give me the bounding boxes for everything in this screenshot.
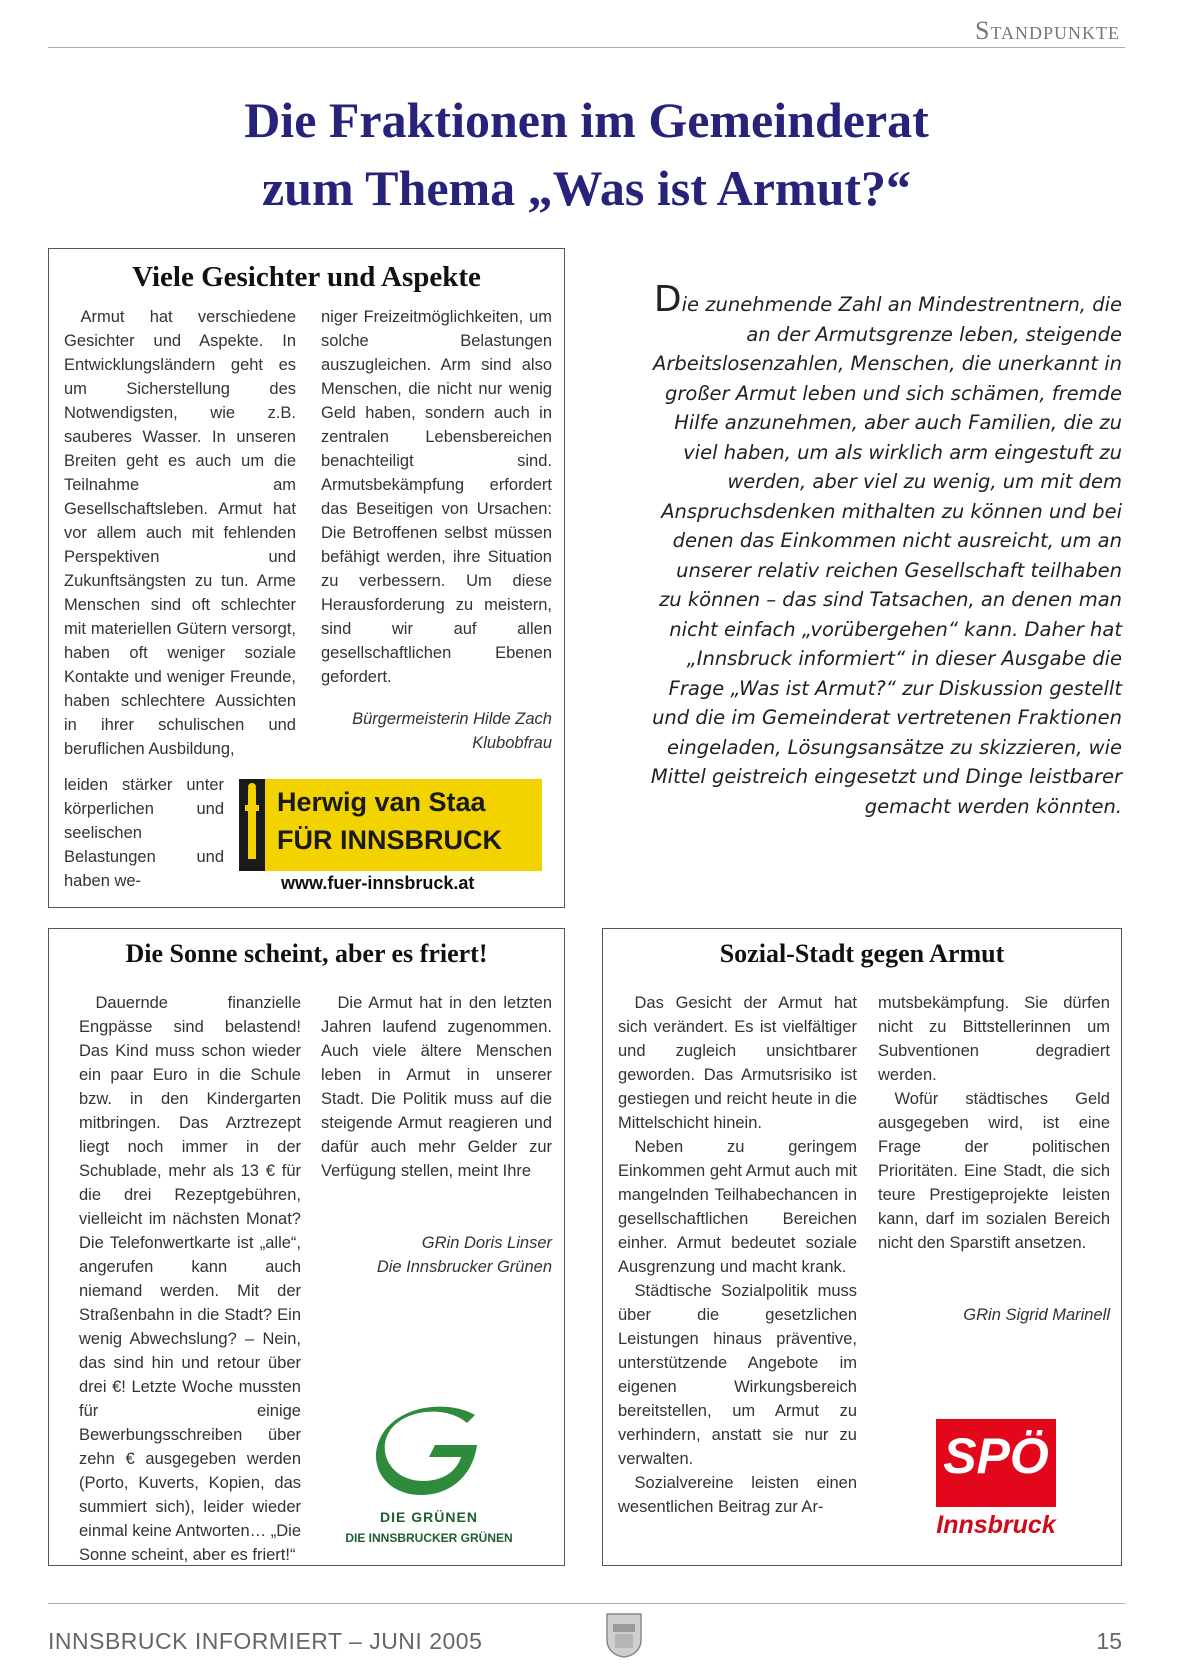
article-title: Sozial-Stadt gegen Armut bbox=[719, 939, 1005, 968]
article-column-1-tail: leiden stärker unter körperlichen und seelischen Belastungen und haben we- bbox=[64, 776, 224, 890]
author-signature bbox=[321, 707, 552, 755]
article-paragraph: Das Gesicht der Armut hat sich verändert. Es ist vielfältiger und zugleich unsichtbarer geworden. Das Armutsrisiko ist gestiegen und reicht heute in die Mittelschicht hinein. bbox=[618, 994, 857, 1132]
spoe-logo bbox=[936, 1419, 1056, 1507]
logo-line-1: Herwig van Staa bbox=[277, 787, 486, 817]
spoe-logo-city: Innsbruck bbox=[936, 1511, 1056, 1539]
tower-figure-icon bbox=[239, 779, 265, 871]
author-name: GRin Doris Linser bbox=[421, 1234, 552, 1252]
intro-text: ie zunehmende Zahl an Mindestrentnern, die an der Armutsgrenze leben, steigende Arbeitslosenzahlen, Menschen, die unerkannt in großer Armut leben und sich schämen, fremde Hilfe anzunehmen, aber auch Familien, die zu viel haben, um als wirklich arm eingestuft zu werden, aber viel zu wenig, um mit dem Anspruchsdenken mithalten zu können und bei denen das Einkommen nicht ausreicht, um an unserer relativ reichen Gesellschaft teilhaben zu können – das sind Tatsachen, an denen man nicht einfach „vorübergehen“ kann. Daher hat „Innsbruck informiert“ in dieser Ausgabe die Frage „Was ist Armut?“ zur Diskussion gestellt und die im Gemeinderat vertretenen Fraktionen eingeladen, Lösungsansätze zu skizzieren, wie Mittel geistreich eingesetzt und Dinge leistbarer gemacht werden könnten. bbox=[650, 293, 1122, 818]
city-crest-icon-svg bbox=[605, 1612, 643, 1658]
article-box-marinell bbox=[602, 928, 1122, 1566]
logo-subtitle: DIE INNSBRUCKER GRÜNEN bbox=[345, 1531, 513, 1545]
article-text: Armut hat verschiedene Gesichter und Aspekte. In Entwicklungsländern geht es um Sicherstellung des Notwendigsten, wie z.B. sauberes Wasser. In unseren Breiten geht es auch um die Teilnahme am Gesellschaftsleben. Armut hat vor allem auch mit fehlenden Perspektiven und Zukunftsängsten zu tun. Arme Menschen sind oft schlechter mit materiellen Gütern versorgt, haben oft weniger soziale Kontakte und weniger Freunde, haben schlechtere Aussichten in ihrer schulischen und beruflichen Ausbildung, bbox=[64, 308, 296, 758]
article-title: Viele Gesichter und Aspekte bbox=[132, 261, 481, 293]
article-text: Dauernde finanzielle Engpässe sind belastend! Das Kind muss schon wieder ein paar Euro in die Schule bzw. in den Kindergarten mitbringen. Das Arztrezept liegt noch immer in der Schublade, mehr als 13 € für die drei Rezeptgebühren, vielleicht im nächsten Monat? Die Telefonwertkarte ist „alle“, angerufen kann auch niemand werden. Mit der Straßenbahn in die Stadt? Ein wenig Abwechslung? – Nein, das sind hin und retour über drei €! Letzte Woche mussten für einige Bewerbungsschreiben über zehn € ausgegeben werden (Porto, Kuverts, Kopien, das summiert sich), leider wieder einmal keine Antworten… „Die Sonne scheint, aber es friert!“ bbox=[79, 994, 301, 1564]
article-column-2 bbox=[321, 991, 552, 1183]
article-box-linser bbox=[48, 928, 565, 1566]
headline-line-1: Die Fraktionen im Gemeinderat bbox=[244, 92, 929, 148]
article-paragraph: Wofür städtisches Geld ausgegeben wird, ist eine Frage der politischen Prioritäten. Eine Stadt, die sich teure Prestigeprojekte leisten kann, darf im sozialen Bereich nicht den Sparstift ansetzen. bbox=[878, 1090, 1110, 1252]
article-column-2 bbox=[878, 991, 1110, 1255]
article-paragraph: mutsbekämpfung. Sie dürfen nicht zu Bittstellerinnen um Subventionen degradiert werden. bbox=[878, 994, 1110, 1084]
article-paragraph: Städtische Sozialpolitik muss über die gesetzlichen Leistungen hinaus präventive, unterstützende Angebote im eigenen Wirkungsbereich bereitstellen, um Armut zu verhindern, anstatt sie nur zu verwalten. bbox=[618, 1282, 857, 1468]
author-name: Bürgermeisterin Hilde Zach bbox=[352, 710, 552, 728]
article-title: Die Sonne scheint, aber es friert! bbox=[125, 939, 488, 968]
article-paragraph: Sozialvereine leisten einen wesentlichen Beitrag zur Ar- bbox=[618, 1474, 857, 1516]
intro-paragraph bbox=[650, 279, 1122, 821]
logo-name: DIE GRÜNEN bbox=[380, 1509, 478, 1525]
logo-line-2: FÜR INNSBRUCK bbox=[277, 825, 502, 855]
author-name: GRin Sigrid Marinell bbox=[963, 1306, 1110, 1324]
article-text: Die Armut hat in den letzten Jahren laufend zugenommen. Auch viele ältere Menschen leben in Armut in unserer Stadt. Die Politik muss auf die steigende Armut reagieren und dafür auch mehr Gelder zur Verfügung stellen, meint Ihre bbox=[321, 994, 552, 1180]
author-role: Die Innsbrucker Grünen bbox=[376, 1258, 552, 1276]
die-gruenen-logo bbox=[339, 1401, 519, 1551]
author-role: Klubobfrau bbox=[472, 734, 552, 752]
article-text: niger Freizeitmöglichkeiten, um solche Belastungen auszugleichen. Arm sind also Menschen, die nicht nur wenig Geld haben, sondern auch in zentralen Lebensbereichen benachteiligt sind. Armutsbekämpfung erfordert das Beseitigen von Ursachen: Die Betroffenen selbst müssen befähigt werden, ihre Situation zu verbessern. Um diese Herausforderung zu meistern, sind wir auf allen gesellschaftlichen Ebenen gefordert. bbox=[321, 308, 552, 686]
article-paragraph: Neben zu geringem Einkommen geht Armut auch mit mangelnden Teilhabechancen in gesellschaftlichen Bereichen einher. Armut bedeutet soziale Ausgrenzung und macht krank. bbox=[618, 1138, 857, 1276]
logo-url: www.fuer-innsbruck.at bbox=[281, 873, 475, 893]
article-column-2 bbox=[321, 305, 552, 689]
page-number: 15 bbox=[1096, 1628, 1122, 1654]
page-headline bbox=[48, 86, 1125, 222]
gruene-g-icon bbox=[369, 1401, 489, 1501]
headline-line-2: zum Thema „Was ist Armut?“ bbox=[261, 160, 912, 216]
footer-rule bbox=[48, 1603, 1125, 1604]
publication-title: INNSBRUCK INFORMIERT – JUNI 2005 bbox=[48, 1628, 483, 1654]
article-box-zach bbox=[48, 248, 565, 908]
spoe-logo-text: SPÖ bbox=[943, 1428, 1049, 1484]
author-signature bbox=[321, 1231, 552, 1279]
article-column-1 bbox=[79, 991, 301, 1567]
drop-cap: D bbox=[653, 279, 682, 320]
article-column-1 bbox=[64, 305, 296, 761]
article-column-1 bbox=[618, 991, 857, 1519]
author-signature bbox=[878, 1303, 1110, 1327]
city-crest-icon bbox=[605, 1612, 643, 1658]
tower-figure-icon-svg bbox=[239, 779, 265, 871]
section-label: Standpunkte bbox=[974, 16, 1120, 45]
header-rule bbox=[48, 47, 1125, 48]
fuer-innsbruck-logo bbox=[239, 779, 542, 871]
